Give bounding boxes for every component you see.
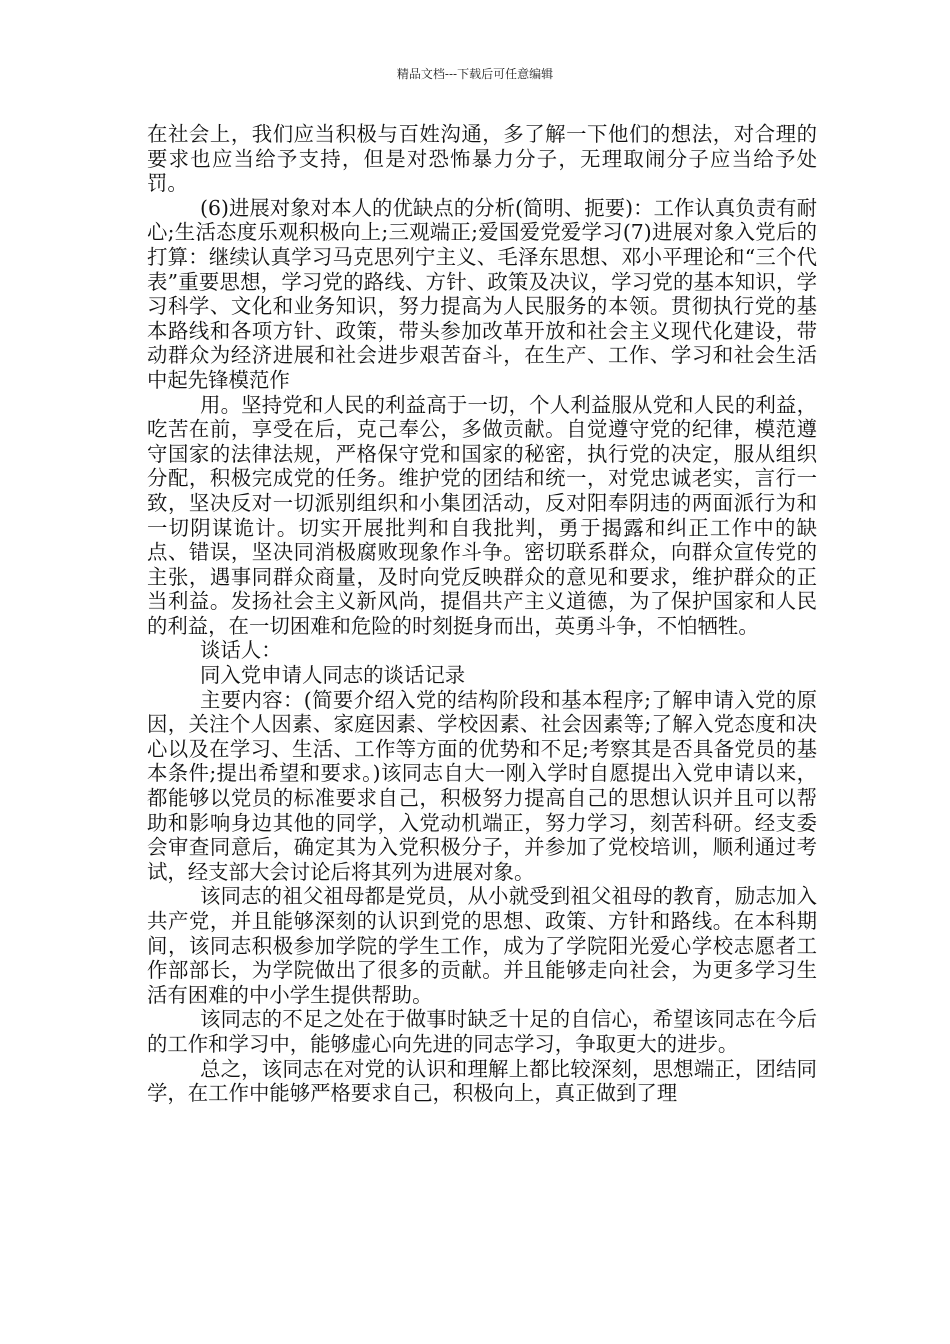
paragraph-1: 在社会上，我们应当积极与百姓沟通，多了解一下他们的想法，对合理的要求也应当给予支持，但是对恐怖暴力分子，无理取闹分子应当给予处罚。 [147, 122, 817, 196]
document-body [147, 122, 817, 1106]
paragraph-main-content: 主要内容：(简要介绍入党的结构阶段和基本程序;了解申请入党的原因，关注个人因素、家庭因素、学校因素、社会因素等;了解入党态度和决心以及在学习、生活、工作等方面的优势和不足;考察其是否具备党员的基本条件;提出希望和要求。)该同志自大一刚入学时自愿提出入党申请以来，都能够以党员的标准要求自己，积极努力提高自己的思想认识并且可以帮助和影响身边其他的同学，入党动机端正，努力学习，刻苦科研。经支委会审查同意后，确定其为入党积极分子，并参加了党校培训，顺利通过考试，经支部大会讨论后将其列为进展对象。 [147, 687, 817, 884]
paragraph-3: 用。坚持党和人民的利益高于一切，个人利益服从党和人民的利益，吃苦在前，享受在后，克己奉公，多做贡献。自觉遵守党的纪律，模范遵守国家的法律法规，严格保守党和国家的秘密，执行党的决定，服从组织分配，积极完成党的任务。维护党的团结和统一，对党忠诚老实，言行一致，坚决反对一切派别组织和小集团活动，反对阳奉阴违的两面派行为和一切阴谋诡计。切实开展批判和自我批判，勇于揭露和纠正工作中的缺点、错误，坚决同消极腐败现象作斗争。密切联系群众，向群众宣传党的主张，遇事同群众商量，及时向党反映群众的意见和要求，维护群众的正当利益。发扬社会主义新风尚，提倡共产主义道德，为了保护国家和人民的利益，在一切困难和危险的时刻挺身而出，英勇斗争，不怕牺牲。 [147, 392, 817, 638]
speaker-label: 谈话人： [200, 638, 282, 663]
paragraph-2: (6)进展对象对本人的优缺点的分析(简明、扼要)：工作认真负责有耐心;生活态度乐观积极向上;三观端正;爱国爱党爱学习(7)进展对象入党后的打算：继续认真学习马克思列宁主义、毛泽东思想、邓小平理论和“三个代表”重要思想，学习党的路线、方针、政策及决议，学习党的基本知识，学习科学、文化和业务知识，努力提高为人民服务的本领。贯彻执行党的基本路线和各项方针、政策，带头参加改革开放和社会主义现代化建设，带动群众为经济进展和社会进步艰苦奋斗，在生产、工作、学习和社会生活中起先锋模范作 [147, 195, 817, 392]
section-title: 同入党申请人同志的谈话记录 [200, 663, 466, 688]
paragraph-summary: 总之，该同志在对党的认识和理解上都比较深刻，思想端正，团结同学，在工作中能够严格要求自己，积极向上，真正做到了理 [147, 1056, 817, 1106]
page-header: 精品文档---下载后可任意编辑 [396, 67, 554, 81]
paragraph-background: 该同志的祖父祖母都是党员，从小就受到祖父祖母的教育，励志加入共产党，并且能够深刻的认识到党的思想、政策、方针和路线。在本科期间，该同志积极参加学院的学生工作，成为了学院阳光爱心学校志愿者工作部部长，为学院做出了很多的贡献。并且能够走向社会，为更多学习生活有困难的中小学生提供帮助。 [147, 884, 817, 1007]
paragraph-shortcomings: 该同志的不足之处在于做事时缺乏十足的自信心，希望该同志在今后的工作和学习中，能够虚心向先进的同志学习，争取更大的进步。 [147, 1007, 817, 1056]
